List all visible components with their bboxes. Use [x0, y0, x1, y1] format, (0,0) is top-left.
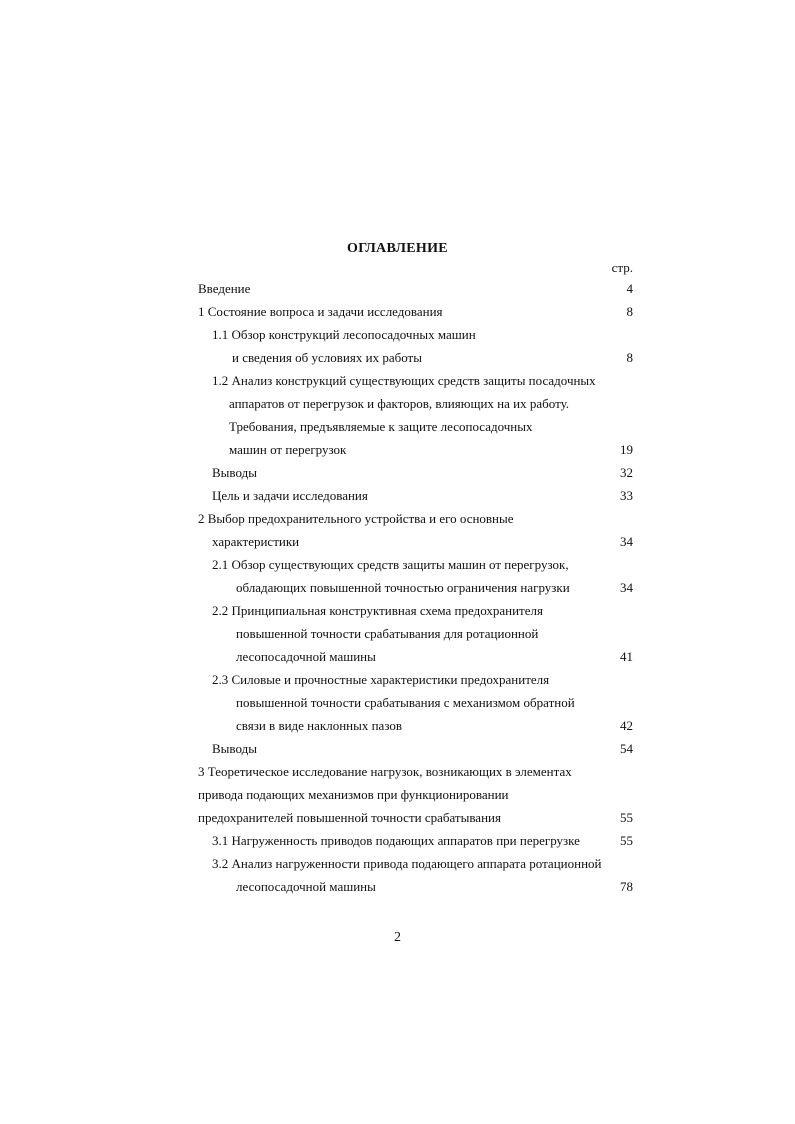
toc-entry: машин от перегрузок	[229, 442, 347, 457]
toc-page-number: 4	[626, 281, 633, 296]
toc-entry: лесопосадочной машины	[236, 649, 376, 664]
toc-entry: 2.1 Обзор существующих средств защиты машин от перегрузок,	[212, 557, 569, 572]
toc-entry: Требования, предъявляемые к защите лесопосадочных	[229, 419, 533, 434]
page-number-footer: 2	[394, 930, 401, 945]
toc-entry: 3.2 Анализ нагруженности привода подающего аппарата ротационной	[212, 856, 602, 871]
toc-page-number: 42	[620, 718, 633, 733]
toc-entry: повышенной точности срабатывания для ротационной	[236, 626, 539, 641]
toc-entry: характеристики	[212, 534, 300, 549]
toc-page-number: 32	[620, 465, 633, 480]
toc-page-number: 8	[626, 304, 633, 319]
toc-page-number: 41	[620, 649, 633, 664]
toc-entry: 1.1 Обзор конструкций лесопосадочных машин	[212, 327, 476, 342]
toc-entry: обладающих повышенной точностью ограничения нагрузки	[236, 580, 570, 595]
toc-entry: Выводы	[212, 465, 257, 480]
toc-page-number: 55	[620, 833, 633, 848]
toc-entry: связи в виде наклонных пазов	[236, 718, 403, 733]
toc-entry: повышенной точности срабатывания с механизмом обратной	[236, 695, 575, 710]
toc-entry: предохранителей повышенной точности срабатывания	[198, 810, 501, 825]
toc-page-number: 55	[620, 810, 633, 825]
toc-entry: привода подающих механизмов при функционировании	[198, 787, 509, 802]
toc-entry: 1 Состояние вопроса и задачи исследования	[198, 304, 443, 319]
toc-entry: лесопосадочной машины	[236, 879, 376, 894]
toc-entry: 1.2 Анализ конструкций существующих средств защиты посадочных	[212, 373, 596, 388]
toc-entry: аппаратов от перегрузок и факторов, влияющих на их работу.	[229, 396, 570, 411]
toc-page-number: 78	[620, 879, 633, 894]
toc-entry: 2.3 Силовые и прочностные характеристики предохранителя	[212, 672, 550, 687]
toc-page-number: 54	[620, 741, 633, 756]
toc-page-number: 33	[620, 488, 633, 503]
toc-entry: Цель и задачи исследования	[212, 488, 368, 503]
page-title: ОГЛАВЛЕНИЕ	[347, 241, 448, 256]
toc-entry: и сведения об условиях их работы	[232, 350, 422, 365]
toc-entry: 3 Теоретическое исследование нагрузок, возникающих в элементах	[198, 764, 572, 779]
toc-page-number: 34	[620, 534, 633, 549]
toc-page-number: 34	[620, 580, 633, 595]
toc-entry: 2.2 Принципиальная конструктивная схема предохранителя	[212, 603, 543, 618]
toc-entry: 3.1 Нагруженность приводов подающих аппаратов при перегрузке	[212, 833, 580, 848]
toc-entry: Введение	[198, 281, 251, 296]
toc-page-number: 19	[620, 442, 633, 457]
toc-entry: Выводы	[212, 741, 257, 756]
toc-page-number: 8	[626, 350, 633, 365]
toc-entry: 2 Выбор предохранительного устройства и его основные	[198, 511, 514, 526]
page-column-header: стр.	[611, 260, 633, 275]
